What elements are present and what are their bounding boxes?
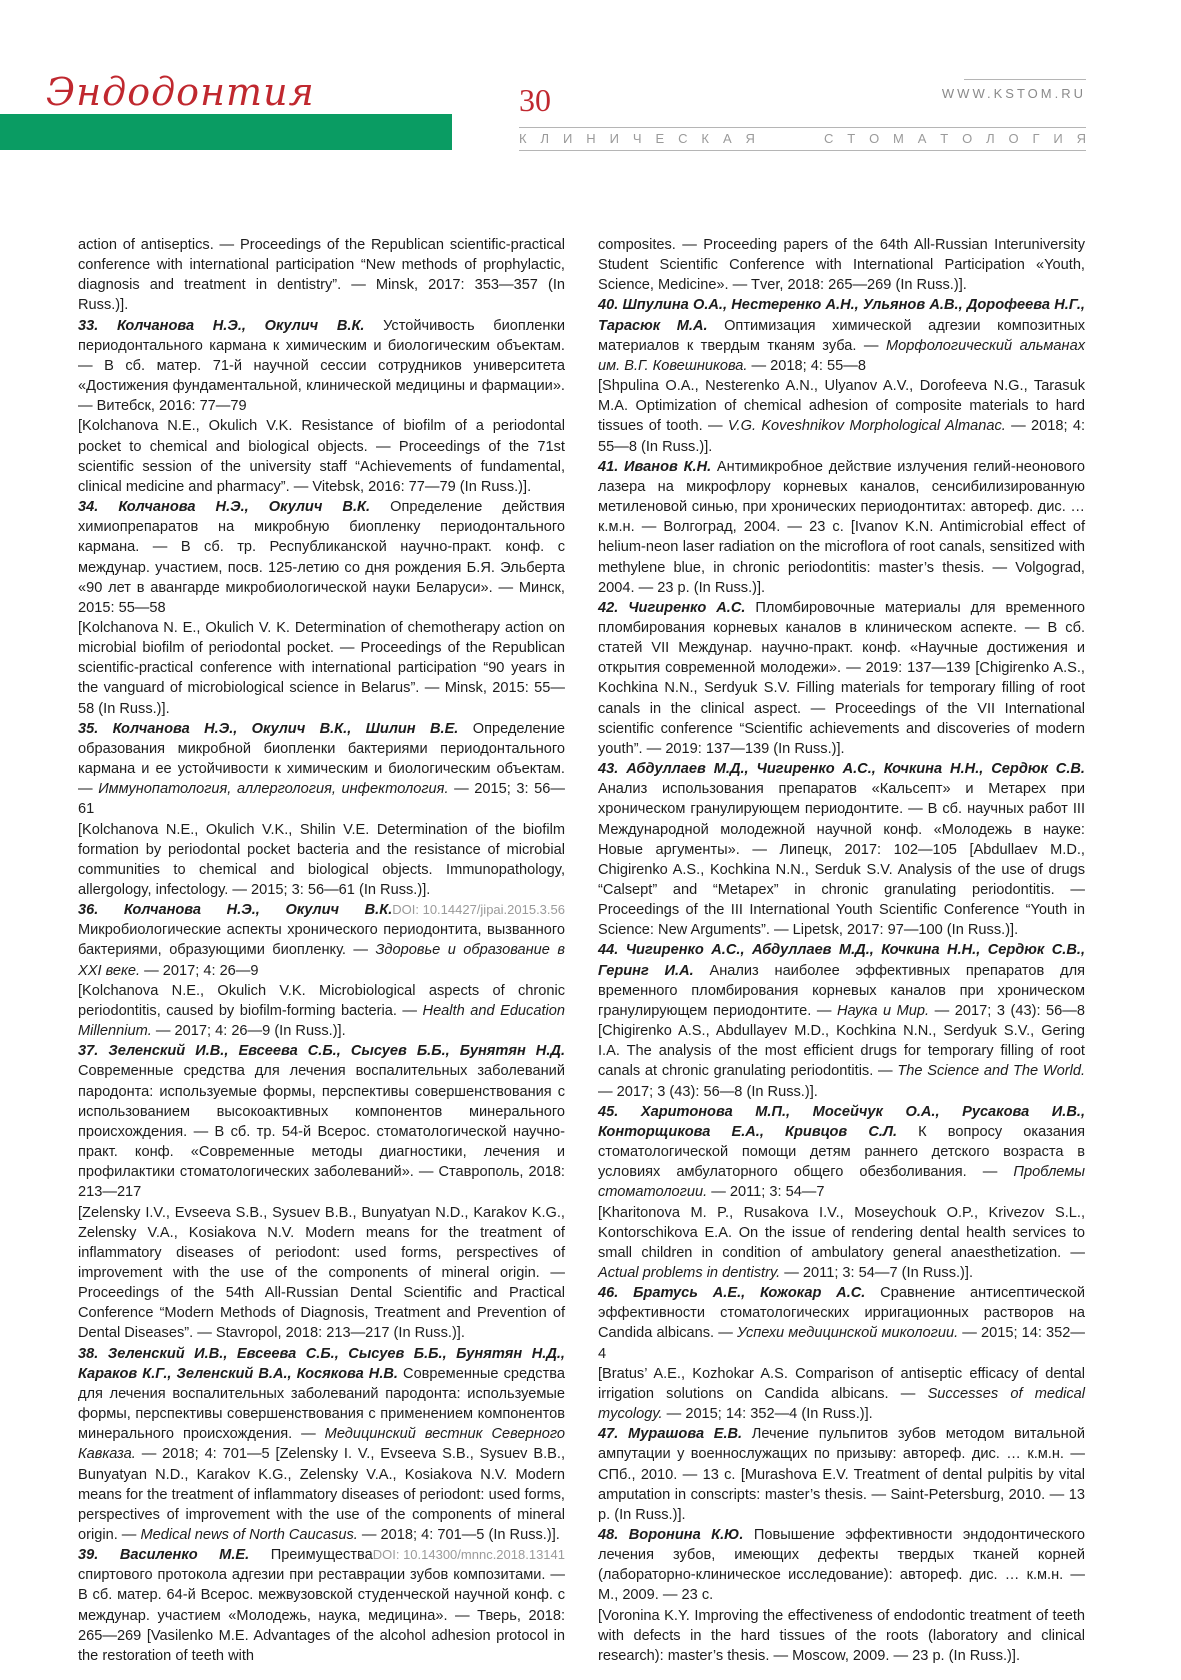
reference-paragraph (78, 618, 565, 719)
page-number: 30 (519, 82, 551, 118)
reference-paragraph (598, 235, 1085, 295)
journal-name-word2 (824, 131, 1086, 146)
reference-text: [Kharitonova M. P., Rusakova I.V., Moseychouk O.P., Krivezov S.L., Kontorschikova E.A. On the issue of rendering dental health services to small children in condition of ambulatory general anaesthetization. — (598, 1204, 1085, 1261)
reference-text: — 2015; 3: 56—61 (78, 781, 565, 818)
reference-text: — 2018; 4: 55—8 (747, 357, 866, 374)
reference-text: [Bratus’ A.E., Kozhokar A.S. Comparison of antiseptic efficacy of dental irrigation solutions on Candida albicans. — (598, 1365, 1085, 1402)
reference-text: [Kolchanova N.E., Okulich V.K. Resistance of biofilm of a periodontal pocket to chemical and biological objects. — Proceedings of the 71st scientific session of the university staff “Achievements of fundamental, clinical medicine and pharmacy”. — Vitebsk, 2016: 77—79 (In Russ.)]. (78, 418, 565, 495)
reference-authors: 40. Шпулина О.А., Нестеренко А.Н., Ульянов А.В., Дорофеева Н.Г., Тарасюк М.А. (598, 297, 1085, 334)
references-right-column (598, 235, 1085, 1666)
journal-letter: Л (986, 131, 995, 146)
reference-text: [Zelensky I.V., Evseeva S.B., Sysuev B.B., Bunyatyan N.D., Karakov K.G., Zelensky V.A., Kosiakova N.V. Modern means for the treatment of inflammatory diseases of periodont: used forms, perspectives of improvement with the use of the components of mineral origin. — Proceedings of the 54th All-Russian Dental Scientific and Practical Conference “Modern Methods of Diagnosis, Treatment and Prevention of Dental Diseases”. — Stavropol, 2018: 213—217 (In Russ.)]. (78, 1204, 565, 1342)
reference-text: Микробиологические аспекты хронического периодонтита, вызванного бактериями, образующими биопленку. — (78, 922, 565, 959)
reference-paragraph (78, 316, 565, 417)
reference-authors: 46. Братусь А.Е., Кожокар А.С. (598, 1285, 866, 1302)
journal-title: Successes of medical mycology. (598, 1385, 1085, 1423)
journal-title: Medical news of North Caucasus. (140, 1527, 358, 1543)
reference-text: Современные средства для лечения воспалительных заболеваний пародонта: используемые формы, перспективы совершенствования с использованием высокоактивных компонентов минерального происхождения. — В сб. тр. 54-й Всерос. стоматологической научно-практ. конф. «Современные методы диагностики, лечения и профилактики стоматологических заболеваний». — Ставрополь, 2018: 213—217 (78, 1063, 565, 1201)
journal-letter: О (1008, 131, 1019, 146)
reference-text: Оптимизация химической адгезии композитных материалов к твердым тканям зуба. — (598, 317, 1085, 354)
reference-text: Анализ использования препаратов «Кальсепт» и Метарех при хроническом гранулирующем периодонтите. — В сб. научных работ III Международной молодежной научной конф. «Молодежь в науке: Новые аргументы». — Липецк, 2017: 102—105 [Abdullaev M.D., Chigirenko A.S., Kochkina N.N., Serduk S.V. Analysis of the use of drugs “Calsept” and “Metapex” in chronic granulating periodontitis. — Proceedings of the III International Youth Scientific Conference “Youth in Science: New Arguments”. — Lipetsk, 2017: 97—100 (In Russ.)]. (598, 781, 1085, 939)
reference-text: action of antiseptics. — Proceedings of the Republican scientific-practical conference with international participation “New methods of prophylactic, diagnosis and treatment in dentistry”. — Minsk, 2017: 353—357 (In Russ.)]. (78, 237, 565, 314)
journal-title: V.G. Koveshnikov Morphological Almanac. (727, 418, 1006, 435)
journal-letter: И (609, 131, 619, 146)
journal-letter: И (562, 131, 573, 146)
reference-paragraph (598, 598, 1085, 759)
reference-text: Сравнение антисептической эффективности стоматологических ирригационных растворов на Candida albicans. — (598, 1285, 1085, 1342)
reference-text: — 2017; 4: 26—9 (140, 962, 259, 979)
journal-letter: А (722, 131, 732, 146)
reference-text: — 2018; 4: 701—5 (In Russ.)]. (357, 1527, 560, 1543)
reference-paragraph (598, 759, 1085, 940)
journal-title: Успехи медицинской микологии. (736, 1325, 959, 1342)
reference-paragraph (78, 235, 565, 316)
reference-authors: 38. Зеленский И.В., Евсеева С.Б., Сысуев Б.Б., Бунятян Н.Д., Караков К.Г., Зеленский В.А., Косякова Н.В. (78, 1345, 565, 1382)
reference-paragraph (598, 1102, 1085, 1203)
reference-paragraph (598, 1606, 1085, 1666)
journal-letter: А (917, 131, 927, 146)
reference-text: Определение образования микробной биопленки бактериями периодонтального кармана и ее устойчивости к химическим и биологическим объектам. — (78, 720, 566, 798)
journal-title: Проблемы стоматологии. (598, 1164, 1085, 1201)
reference-text: — 2015; 14: 352—4 (598, 1325, 1085, 1362)
reference-paragraph (598, 295, 1085, 376)
reference-text: composites. — Proceeding papers of the 64th All-Russian Interuniversity Student Scientific Conference with International Participation «Youth, Science, Medicine». — Tver, 2018: 265—269 (In Russ.)]. (598, 237, 1085, 294)
doi-link[interactable]: DOI: 10.14300/mnnc.2018.13141 (372, 1547, 565, 1563)
reference-paragraph (598, 1525, 1085, 1606)
journal-name (519, 131, 1086, 146)
header-rule-lower (519, 150, 1086, 151)
journal-letter: М (893, 131, 904, 146)
reference-text: — 2011; 3: 54—7 (707, 1184, 825, 1201)
reference-authors: 41. Иванов К.Н. (598, 458, 712, 475)
reference-paragraph (598, 940, 1085, 1101)
journal-title: Health and Education Millennium. (78, 1002, 565, 1040)
journal-letter: О (869, 131, 880, 146)
reference-authors: 34. Колчанова Н.Э., Окулич В.К. (78, 499, 371, 516)
reference-text: Повышение эффективности эндодонтического лечения зубов, имеющих дефекты твердых тканей корней (лабораторно-клиническое исследование): автореф. дис. … к.м.н. — М., 2009. — 23 с. (598, 1527, 1085, 1604)
reference-paragraph (598, 1203, 1085, 1284)
reference-authors: 33. Колчанова Н.Э., Окулич В.К. (78, 317, 365, 334)
reference-authors: 36. Колчанова Н.Э., Окулич В.К. (78, 902, 393, 919)
journal-letter: Н (586, 131, 596, 146)
journal-title: Морфологический альманах им. В.Г. Ковешникова. (598, 337, 1085, 374)
reference-text: Современные средства для лечения воспалительных заболеваний пародонта: используемые формы, перспективы совершенствования с применением компонентов минерального происхождения. — (78, 1365, 565, 1443)
reference-text: — 2017; 3 (43): 56—8 [Chigirenko A.S., Abdullayev M.D., Kochkina N.N., Serdyuk S.V., Gering I.A. The analysis of the most efficient drugs for temporary filling of root canals at chronic granulating periodontitis. — (598, 1002, 1085, 1080)
reference-text: Определение действия химиопрепаратов на микробную биопленку периодонтального кармана. — В сб. тр. Республиканской научно-практ. конф. с междунар. участием, посв. 125-летию со дня рождения Б.Я. Эльберта «90 лет в авангарде микробиологической науки Беларуси». — Минск, 2015: 55—58 (78, 499, 565, 616)
reference-paragraph (598, 376, 1085, 457)
reference-text: [Shpulina O.A., Nesterenko A.N., Ulyanov A.V., Dorofeeva N.G., Tarasuk M.A. Optimization of chemical adhesion of composite materials to hard tissues of tooth. — (598, 378, 1085, 435)
section-color-band (0, 114, 452, 150)
reference-paragraph (78, 719, 565, 820)
reference-text: Анализ наиболее эффективных препаратов для временного пломбирования корневых каналов при хроническом гранулирующем периодонтите. — (598, 962, 1085, 1019)
journal-name-word1 (519, 131, 755, 146)
journal-title: Actual problems in dentistry. (598, 1264, 781, 1281)
reference-text: — 2011; 3: 54—7 (In Russ.)]. (780, 1264, 974, 1281)
reference-text: [Kolchanova N. E., Okulich V. K. Determination of chemotherapy action on microbial biofilm of periodontal pocket. — Proceedings of the Republican scientific-practical conference with international participation “90 years in the vanguard of microbiological science in Belarus”. — Minsk, 2015: 55—58 (In Russ.)]. (78, 619, 565, 717)
journal-letter: К (519, 131, 527, 146)
reference-text: [Voronina K.Y. Improving the effectiveness of endodontic treatment of teeth with defects in the hard tissues of the roots (laboratory and clinical research): master’s thesis. — Moscow, 2009. — 23 p. (In Russ.)]. (598, 1607, 1085, 1664)
journal-letter: К (701, 131, 709, 146)
journal-letter: С (678, 131, 688, 146)
reference-paragraph (598, 1364, 1085, 1424)
journal-title: Медицинский вестник Северного Кавказа. (78, 1426, 565, 1463)
reference-authors: 35. Колчанова Н.Э., Окулич В.К., Шилин В.Е. (78, 720, 459, 737)
journal-letter: Г (1032, 131, 1040, 146)
reference-paragraph (78, 416, 565, 497)
reference-text: — 2018; 4: 701—5 [Zelensky I. V., Evseeva S.B., Sysuev B.B., Bunyatyan N.D., Karakov K.G., Zelensky V.A., Kosiakova N.V. Modern means for the treatment of inflammatory diseases of periodont: used forms, perspectives of improvement with the use of the components of mineral origin. — (78, 1446, 565, 1543)
reference-text: Лечение пульпитов зубов методом витальной ампутации у военнослужащих по призыву: автореф. дис. … к.м.н. — СПб., 2010. — 13 с. [Murashova E.V. Treatment of dental pulpitis by vital amputation in conscripts: master’s thesis. — Saint-Petersburg, 2010. — 13 p. (In Russ.)]. (598, 1426, 1086, 1523)
reference-text: Пломбировочные материалы для временного пломбирования корневых каналов в клиническом аспекте. — В сб. статей VII Междунар. научно-практ. конф. «Научные достижения и открытия современной молодежи». — 2019: 137—139 [Chigirenko A.S., Kochkina N.N., Serdyuk S.V. Filling materials for temporary filling of root canals in the clinical aspect. — Proceedings of the VII International scientific conference “Scientific achievements and discoveries of modern youth”. — 2019: 137—139 (In Russ.)]. (598, 599, 1085, 757)
reference-text: — 2017; 4: 26—9 (In Russ.)]. (151, 1023, 346, 1040)
journal-letter: И (1053, 131, 1063, 146)
reference-paragraph (78, 1041, 565, 1202)
journal-letter: Т (940, 131, 949, 146)
reference-paragraph (598, 1283, 1085, 1364)
reference-text: Преимущества спиртового протокола адгезии при реставрации зубов композитами. — В сб. матер. 64-й Всерос. межвузовской студенческой научной конф. с междунар. участием «Молодежь, наука, медицина». — Тверь, 2018: 265—269 [Vasilenko M.E. Advantages of the alcohol adhesion protocol in the restoration of teeth with (78, 1547, 565, 1664)
references-left-column (78, 235, 565, 1666)
journal-letter: Ч (632, 131, 642, 146)
reference-authors: 44. Чигиренко А.С., Абдуллаев М.Д., Кочкина Н.Н., Сердюк С.В., Геринг И.А. (598, 942, 1085, 979)
reference-authors: 48. Воронина К.Ю. (598, 1527, 744, 1543)
reference-authors: 39. Василенко М.Е. (78, 1547, 250, 1564)
section-title: Эндодонтия (46, 70, 315, 114)
reference-text: [Kolchanova N.E., Okulich V.K. Microbiological aspects of chronic periodontitis, caused by biofilm-forming bacteria. — (78, 982, 565, 1019)
reference-paragraph (78, 981, 565, 1041)
journal-letter: О (962, 131, 973, 146)
reference-text: — 2017; 3 (43): 56—8 (In Russ.)]. (598, 1083, 818, 1100)
journal-letter: Я (1076, 131, 1086, 146)
reference-text: — 2015; 14: 352—4 (In Russ.)]. (662, 1406, 873, 1423)
journal-letter: Л (540, 131, 550, 146)
journal-letter: Т (847, 131, 856, 146)
reference-text: [Kolchanova N.E., Okulich V.K., Shilin V.E. Determination of the biofilm formation by periodontal pocket bacteria and the resistance of microbial communities to chemical and biological objects. Immunopathology, allergology, infectology. — 2015; 3: 56—61 (In Russ.)]. (78, 821, 565, 898)
journal-letter: Я (745, 131, 755, 146)
header-rule-top (964, 79, 1086, 80)
reference-text: Антимикробное действие излучения гелий-неонового лазера на микрофлору корневых каналов, сенсибилизированную метиленовой синью, при хронических периодонтитах: автореф. дис. … к.м.н. — Волгоград, 2004. — 23 с. [Ivanov K.N. Antimicrobial effect of helium-neon laser radiation on the microflora of root canals, sensitized with methylene blue, in chronic periodontitis: master’s thesis. — Volgograd, 2004. — 23 p. (In Russ.)]. (598, 458, 1085, 596)
journal-title: The Science and The World. (897, 1063, 1085, 1080)
reference-authors: 45. Харитонова М.П., Мосейчук О.А., Русакова И.В., Конторщикова Е.А., Кривцов С.Л. (598, 1103, 1085, 1140)
reference-authors: 37. Зеленский И.В., Евсеева С.Б., Сысуев Б.Б., Бунятян Н.Д. (78, 1043, 565, 1060)
reference-text: — 2018; 4: 55—8 (In Russ.)]. (598, 418, 1085, 455)
journal-letter: С (824, 131, 834, 146)
reference-paragraph (598, 457, 1085, 598)
reference-paragraph (78, 1203, 565, 1344)
journal-title: Иммунопатология, аллергология, инфектология. (98, 781, 449, 798)
journal-title: Здоровье и образование в XXI веке. (78, 942, 565, 979)
journal-letter: Е (655, 131, 665, 146)
journal-title: Наука и Мир. (836, 1002, 930, 1019)
header-rule-upper (519, 127, 1086, 128)
website-url[interactable]: WWW.KSTOM.RU (941, 86, 1086, 101)
reference-authors: 47. Мурашова Е.В. (598, 1426, 743, 1443)
reference-paragraph (78, 497, 565, 618)
reference-paragraph (598, 1424, 1085, 1525)
doi-link[interactable]: DOI: 10.14427/jipai.2015.3.56 (392, 902, 565, 918)
reference-text: Устойчивость биопленки периодонтального кармана к химическим и биологическим объектам. — В сб. матер. 71-й научной сессии сотрудников университета «Достижения фундаментальной, клинической медицины и фармации». — Витебск, 2016: 77—79 (78, 317, 565, 415)
reference-authors: 42. Чигиренко А.С. (598, 599, 746, 616)
reference-authors: 43. Абдуллаев М.Д., Чигиренко А.С., Кочкина Н.Н., Сердюк С.В. (598, 761, 1085, 778)
reference-text: К вопросу оказания стоматологической помощи детям раннего детского возраста в условиях амбулаторного общего обезболивания. — (598, 1123, 1085, 1181)
